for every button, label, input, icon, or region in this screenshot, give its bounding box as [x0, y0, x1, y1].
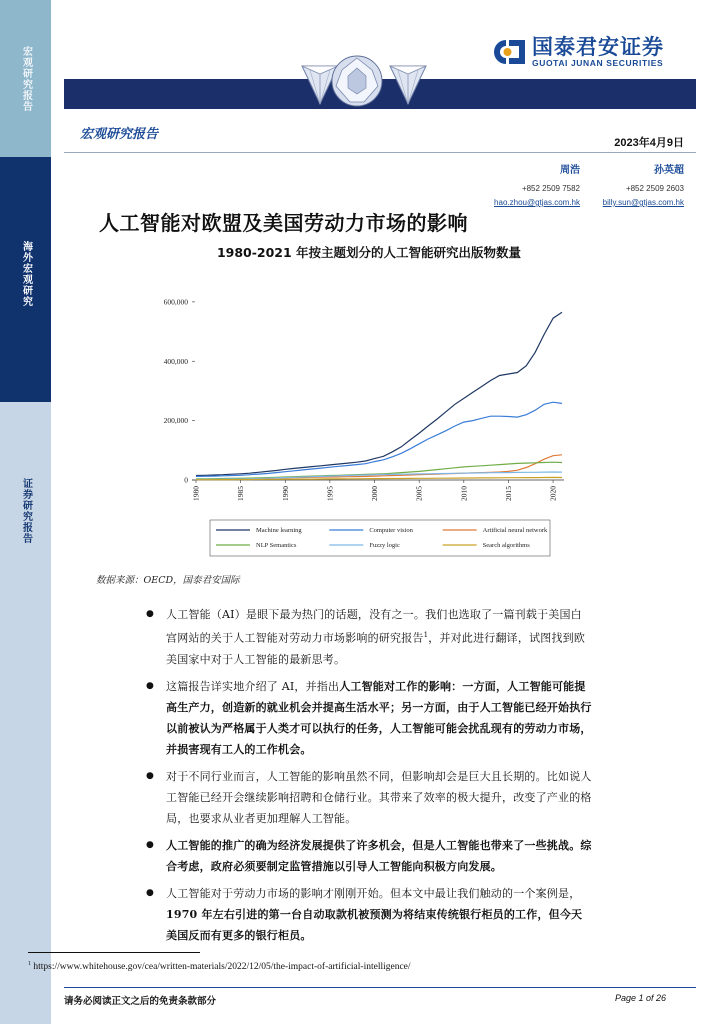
author-email-link[interactable]: billy.sun@gtjas.com.hk — [602, 198, 684, 207]
legend-box — [210, 520, 550, 556]
report-date: 2023年4月9日 — [614, 137, 684, 149]
legend-label: Search algorithms — [482, 542, 530, 549]
data-source: 数据来源：OECD，国泰君安国际 — [96, 575, 240, 586]
sidebar-section-overseas — [0, 157, 51, 402]
footnote — [28, 961, 411, 972]
publications-line-chart — [140, 274, 570, 566]
legend-label: Machine learning — [256, 527, 302, 534]
left-sidebar — [0, 0, 51, 1024]
x-tick-label: 1990 — [280, 486, 290, 501]
bullet-item — [146, 883, 592, 946]
author-email-link[interactable]: hao.zhou@gtjas.com.hk — [494, 198, 580, 207]
footnote-url[interactable]: https://www.whitehouse.gov/cea/written-materials/2022/12/05/the-impact-of-artificial-intelligence/ — [31, 962, 411, 973]
bullet-item — [146, 604, 592, 670]
x-tick-label: 2015 — [503, 486, 513, 501]
y-tick-label: 0 — [184, 475, 188, 485]
bullet-text: 1970 年左右引进的第一台自动取款机被预测为将结束传统银行柜员的工作，但今天美国反而有更多的银行柜员。 — [166, 907, 583, 942]
footnote-divider — [28, 952, 200, 953]
sidebar-section-macro — [0, 0, 51, 157]
chart-title: 1980-2021 年按主题划分的人工智能研究出版物数量 — [216, 245, 522, 260]
bullet-text: 人工智能对工作的影响：一方面，人工智能可能提高生产力，创造新的就业机会并提高生活水平；另一方面，由于人工智能已经开始执行以前被认为严格属于人类才可以执行的任务，人工智能可能会扰乱现有的劳动力市场，并损害现有工人的工作机会。 — [166, 679, 592, 756]
legend-label: NLP Semantics — [256, 542, 297, 549]
x-tick-label: 2005 — [414, 486, 424, 501]
x-tick-label: 1980 — [191, 486, 201, 501]
author-block — [603, 164, 684, 209]
legend-label: Computer vision — [369, 527, 413, 534]
diamond-icon — [326, 54, 388, 108]
x-tick-label: 1995 — [325, 486, 335, 501]
bullet-text: ，并对此进行翻译，试图找到欧美国家中对于人工智能的最新思考。 — [166, 631, 586, 666]
author-phone: +852 2509 7582 — [521, 184, 580, 193]
author-phone: +852 2509 2603 — [625, 184, 684, 193]
sidebar-label: 宏观研究报告 — [20, 46, 32, 112]
bullet-text: 对于不同行业而言，人工智能的影响虽然不同，但影响却会是巨大且长期的。比如说人工智能已经开会继续影响招聘和仓储行业。其带来了效率的极大提升，改变了产业的格局，也要求从业者更加理解人工智能。 — [166, 769, 592, 825]
report-type: 宏观研究报告 — [80, 127, 159, 142]
footer-divider — [64, 987, 696, 988]
x-tick-label: 2010 — [459, 486, 469, 501]
legend-label: Fuzzy logic — [369, 542, 400, 549]
series-line — [196, 312, 562, 475]
y-tick-label: 400,000 — [163, 356, 188, 366]
bullet-item — [146, 766, 592, 829]
author-name: 周浩 — [560, 165, 580, 176]
report-title: 人工智能对欧盟及美国劳动力市场的影响 — [99, 211, 468, 235]
series-line — [196, 402, 562, 476]
bullet-item — [146, 835, 592, 877]
sidebar-label: 海外宏观研究 — [20, 241, 32, 307]
disclaimer-text: 请务必阅读正文之后的免责条款部分 — [64, 996, 217, 1007]
x-tick-label: 2000 — [370, 486, 380, 501]
sidebar-label: 证券研究报告 — [20, 478, 32, 544]
company-logo — [492, 36, 664, 68]
page-number: Page 1 of 26 — [614, 993, 666, 1003]
bullet-text: 人工智能对于劳动力市场的影响才刚刚开始。但本文中最让我们触动的一个案例是， — [166, 886, 581, 900]
author-name: 孙英超 — [654, 165, 684, 176]
x-tick-label: 1985 — [236, 486, 246, 501]
bullet-item — [146, 676, 592, 760]
key-points-list — [146, 604, 592, 952]
footnote-number: 1 — [28, 961, 31, 967]
diamond-icon — [384, 56, 432, 108]
footnote-ref: 1 — [423, 631, 429, 639]
bullet-text: 人工智能（AI）是眼下最为热门的话题，没有之一。我们也选取了一篇刊载于美国白宫网站的关于人工智能对劳动力市场影响的研究报告 — [166, 608, 582, 645]
logo-english: GUOTAI JUNAN SECURITIES — [532, 58, 664, 68]
header-divider — [64, 152, 696, 153]
author-block — [494, 164, 580, 209]
logo-icon — [492, 38, 526, 66]
y-tick-label: 600,000 — [163, 297, 188, 307]
bullet-text: 这篇报告详实地介绍了 AI，并指出 — [166, 679, 340, 693]
sidebar-section-securities — [0, 402, 51, 1024]
legend-label: Artificial neural network — [482, 527, 548, 534]
series-line — [196, 455, 562, 480]
x-tick-label: 2020 — [548, 486, 558, 501]
y-tick-label: 200,000 — [163, 416, 188, 426]
bullet-text: 人工智能的推广的确为经济发展提供了许多机会，但是人工智能也带来了一些挑战。综合考虑，政府必须要制定监管措施以引导人工智能向积极方向发展。 — [166, 838, 592, 873]
logo-chinese: 国泰君安证券 — [532, 35, 664, 59]
